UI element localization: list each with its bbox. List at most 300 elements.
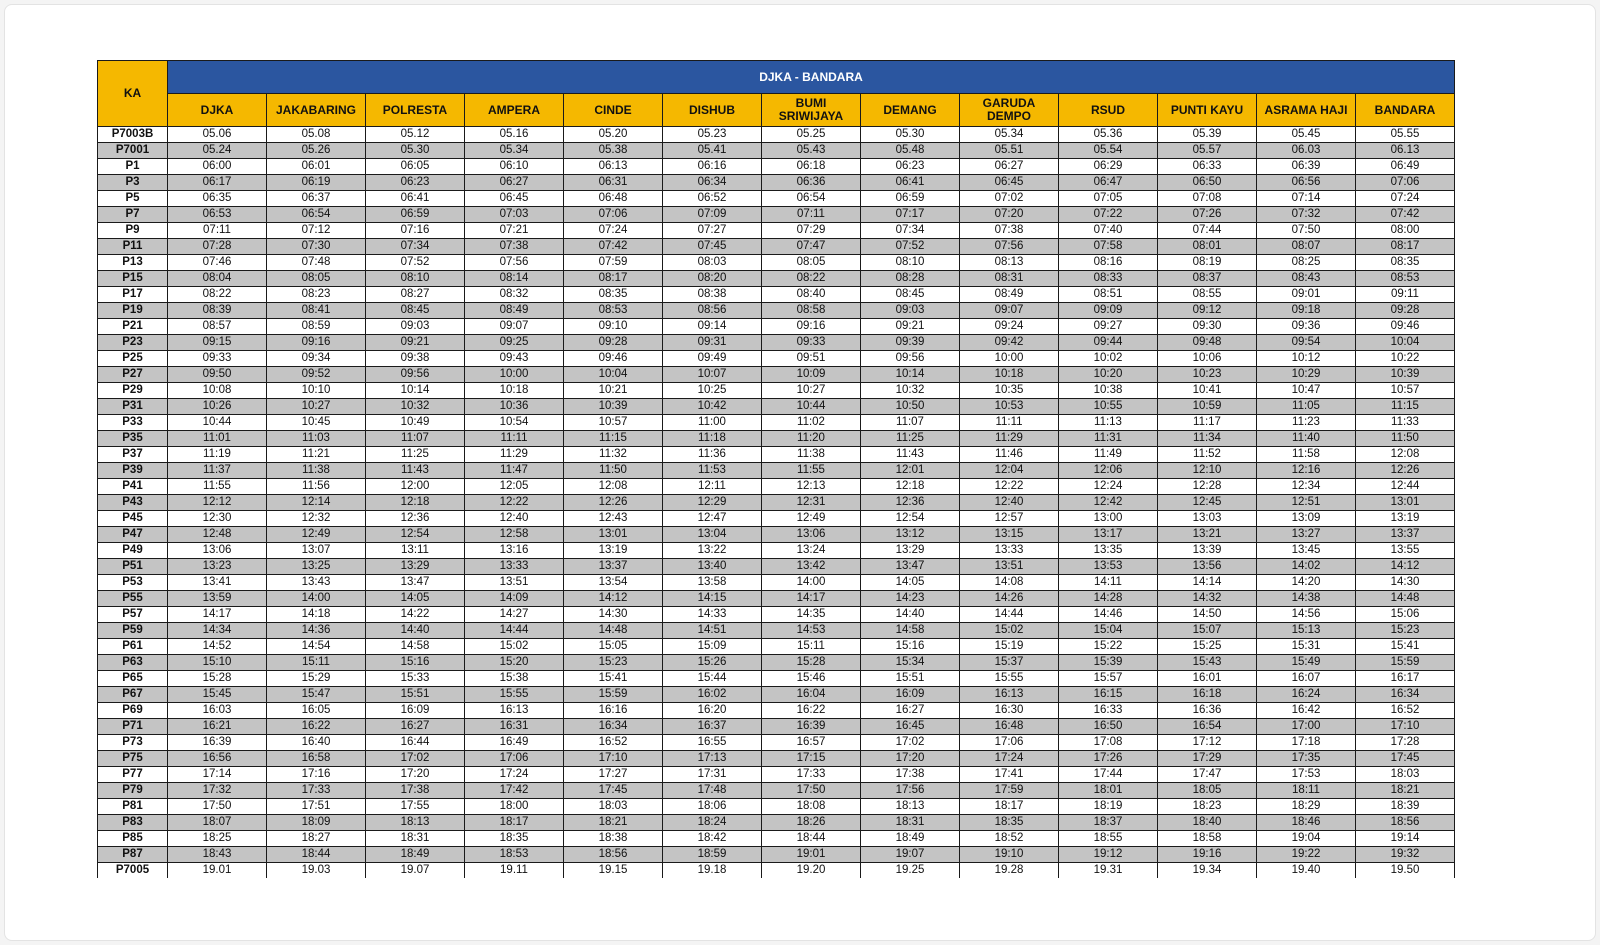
time-cell: 06:00 bbox=[168, 159, 267, 175]
time-cell: 17:15 bbox=[762, 751, 861, 767]
time-cell: 07:29 bbox=[762, 223, 861, 239]
time-cell: 14:05 bbox=[861, 575, 960, 591]
time-cell: 13:56 bbox=[1158, 559, 1257, 575]
time-cell: 16:55 bbox=[663, 735, 762, 751]
time-cell: 10:42 bbox=[663, 399, 762, 415]
time-cell: 07:21 bbox=[465, 223, 564, 239]
station-header: CINDE bbox=[564, 94, 663, 127]
time-cell: 18:13 bbox=[861, 799, 960, 815]
time-cell: 19.15 bbox=[564, 863, 663, 879]
time-cell: 18:53 bbox=[465, 847, 564, 863]
time-cell: 16:30 bbox=[960, 703, 1059, 719]
time-cell: 10:47 bbox=[1257, 383, 1356, 399]
time-cell: 11:11 bbox=[960, 415, 1059, 431]
time-cell: 16:24 bbox=[1257, 687, 1356, 703]
time-cell: 09:16 bbox=[762, 319, 861, 335]
time-cell: 08:01 bbox=[1158, 239, 1257, 255]
time-cell: 08:25 bbox=[1257, 255, 1356, 271]
time-cell: 09:15 bbox=[168, 335, 267, 351]
time-cell: 15:39 bbox=[1059, 655, 1158, 671]
time-cell: 09:11 bbox=[1356, 287, 1455, 303]
time-cell: 09:18 bbox=[1257, 303, 1356, 319]
time-cell: 18:13 bbox=[366, 815, 465, 831]
time-cell: 16:17 bbox=[1356, 671, 1455, 687]
time-cell: 15:38 bbox=[465, 671, 564, 687]
time-cell: 08:27 bbox=[366, 287, 465, 303]
time-cell: 17:51 bbox=[267, 799, 366, 815]
train-number-cell: P55 bbox=[98, 591, 168, 607]
time-cell: 19.28 bbox=[960, 863, 1059, 879]
time-cell: 10:26 bbox=[168, 399, 267, 415]
time-cell: 14:05 bbox=[366, 591, 465, 607]
time-cell: 09:46 bbox=[564, 351, 663, 367]
train-number-cell: P13 bbox=[98, 255, 168, 271]
time-cell: 13:19 bbox=[1356, 511, 1455, 527]
time-cell: 18:07 bbox=[168, 815, 267, 831]
time-cell: 13:29 bbox=[366, 559, 465, 575]
time-cell: 09:31 bbox=[663, 335, 762, 351]
train-number-cell: P79 bbox=[98, 783, 168, 799]
time-cell: 11:46 bbox=[960, 447, 1059, 463]
time-cell: 11:11 bbox=[465, 431, 564, 447]
time-cell: 07:52 bbox=[861, 239, 960, 255]
time-cell: 12:30 bbox=[168, 511, 267, 527]
time-cell: 19:01 bbox=[762, 847, 861, 863]
time-cell: 13:39 bbox=[1158, 543, 1257, 559]
time-cell: 12:14 bbox=[267, 495, 366, 511]
table-row bbox=[98, 511, 1455, 527]
time-cell: 17:14 bbox=[168, 767, 267, 783]
time-cell: 07:27 bbox=[663, 223, 762, 239]
time-cell: 16:44 bbox=[366, 735, 465, 751]
time-cell: 08:33 bbox=[1059, 271, 1158, 287]
time-cell: 14:51 bbox=[663, 623, 762, 639]
time-cell: 05.34 bbox=[465, 143, 564, 159]
time-cell: 10:50 bbox=[861, 399, 960, 415]
time-cell: 13:11 bbox=[366, 543, 465, 559]
time-cell: 08:51 bbox=[1059, 287, 1158, 303]
time-cell: 11:53 bbox=[663, 463, 762, 479]
time-cell: 14:26 bbox=[960, 591, 1059, 607]
time-cell: 08:53 bbox=[564, 303, 663, 319]
time-cell: 15:09 bbox=[663, 639, 762, 655]
time-cell: 10:29 bbox=[1257, 367, 1356, 383]
time-cell: 05.16 bbox=[465, 127, 564, 143]
time-cell: 19.11 bbox=[465, 863, 564, 879]
time-cell: 18:59 bbox=[663, 847, 762, 863]
time-cell: 07:30 bbox=[267, 239, 366, 255]
time-cell: 07:22 bbox=[1059, 207, 1158, 223]
time-cell: 17:24 bbox=[960, 751, 1059, 767]
time-cell: 19.40 bbox=[1257, 863, 1356, 879]
time-cell: 12:26 bbox=[564, 495, 663, 511]
time-cell: 09:46 bbox=[1356, 319, 1455, 335]
time-cell: 14:08 bbox=[960, 575, 1059, 591]
station-header: DEMANG bbox=[861, 94, 960, 127]
time-cell: 06:54 bbox=[762, 191, 861, 207]
table-row bbox=[98, 735, 1455, 751]
time-cell: 17:06 bbox=[465, 751, 564, 767]
time-cell: 18:03 bbox=[1356, 767, 1455, 783]
train-number-cell: P69 bbox=[98, 703, 168, 719]
time-cell: 08:22 bbox=[762, 271, 861, 287]
time-cell: 06:52 bbox=[663, 191, 762, 207]
time-cell: 06:41 bbox=[861, 175, 960, 191]
time-cell: 12:47 bbox=[663, 511, 762, 527]
time-cell: 10:49 bbox=[366, 415, 465, 431]
time-cell: 06:23 bbox=[366, 175, 465, 191]
time-cell: 17:08 bbox=[1059, 735, 1158, 751]
train-number-cell: P3 bbox=[98, 175, 168, 191]
time-cell: 13:37 bbox=[564, 559, 663, 575]
time-cell: 06:19 bbox=[267, 175, 366, 191]
time-cell: 06:27 bbox=[465, 175, 564, 191]
time-cell: 15:04 bbox=[1059, 623, 1158, 639]
time-cell: 11:43 bbox=[366, 463, 465, 479]
time-cell: 16:01 bbox=[1158, 671, 1257, 687]
train-number-cell: P17 bbox=[98, 287, 168, 303]
time-cell: 13:33 bbox=[960, 543, 1059, 559]
time-cell: 06:23 bbox=[861, 159, 960, 175]
time-cell: 15:10 bbox=[168, 655, 267, 671]
time-cell: 15:26 bbox=[663, 655, 762, 671]
time-cell: 16:07 bbox=[1257, 671, 1356, 687]
time-cell: 13:27 bbox=[1257, 527, 1356, 543]
time-cell: 12:05 bbox=[465, 479, 564, 495]
station-header: DJKA bbox=[168, 94, 267, 127]
time-cell: 05.36 bbox=[1059, 127, 1158, 143]
time-cell: 18:03 bbox=[564, 799, 663, 815]
time-cell: 14:12 bbox=[1356, 559, 1455, 575]
time-cell: 06:27 bbox=[960, 159, 1059, 175]
time-cell: 16:16 bbox=[564, 703, 663, 719]
time-cell: 09:56 bbox=[366, 367, 465, 383]
time-cell: 18:24 bbox=[663, 815, 762, 831]
time-cell: 18:11 bbox=[1257, 783, 1356, 799]
time-cell: 17:48 bbox=[663, 783, 762, 799]
table-row bbox=[98, 335, 1455, 351]
time-cell: 08:40 bbox=[762, 287, 861, 303]
time-cell: 12:34 bbox=[1257, 479, 1356, 495]
time-cell: 12:06 bbox=[1059, 463, 1158, 479]
train-number-cell: P25 bbox=[98, 351, 168, 367]
time-cell: 14:27 bbox=[465, 607, 564, 623]
time-cell: 06:45 bbox=[960, 175, 1059, 191]
train-number-cell: P37 bbox=[98, 447, 168, 463]
table-row bbox=[98, 319, 1455, 335]
time-cell: 14:40 bbox=[366, 623, 465, 639]
time-cell: 18:26 bbox=[762, 815, 861, 831]
time-cell: 08:20 bbox=[663, 271, 762, 287]
time-cell: 14:58 bbox=[366, 639, 465, 655]
train-number-cell: P65 bbox=[98, 671, 168, 687]
table-row bbox=[98, 271, 1455, 287]
train-number-cell: P45 bbox=[98, 511, 168, 527]
time-cell: 11:05 bbox=[1257, 399, 1356, 415]
time-cell: 07:47 bbox=[762, 239, 861, 255]
time-cell: 13:03 bbox=[1158, 511, 1257, 527]
table-row bbox=[98, 223, 1455, 239]
time-cell: 17:16 bbox=[267, 767, 366, 783]
time-cell: 14:32 bbox=[1158, 591, 1257, 607]
time-cell: 11:07 bbox=[861, 415, 960, 431]
train-number-cell: P53 bbox=[98, 575, 168, 591]
train-number-cell: P1 bbox=[98, 159, 168, 175]
time-cell: 07:34 bbox=[861, 223, 960, 239]
time-cell: 07:06 bbox=[1356, 175, 1455, 191]
time-cell: 11:17 bbox=[1158, 415, 1257, 431]
train-number-cell: P81 bbox=[98, 799, 168, 815]
time-cell: 09:36 bbox=[1257, 319, 1356, 335]
time-cell: 05.24 bbox=[168, 143, 267, 159]
time-cell: 11:49 bbox=[1059, 447, 1158, 463]
time-cell: 11:31 bbox=[1059, 431, 1158, 447]
time-cell: 13:07 bbox=[267, 543, 366, 559]
table-row bbox=[98, 847, 1455, 863]
time-cell: 15:55 bbox=[960, 671, 1059, 687]
time-cell: 11:32 bbox=[564, 447, 663, 463]
time-cell: 14:11 bbox=[1059, 575, 1158, 591]
time-cell: 05.30 bbox=[861, 127, 960, 143]
time-cell: 12:24 bbox=[1059, 479, 1158, 495]
time-cell: 16:03 bbox=[168, 703, 267, 719]
time-cell: 10:39 bbox=[1356, 367, 1455, 383]
time-cell: 11:58 bbox=[1257, 447, 1356, 463]
station-header: ASRAMA HAJI bbox=[1257, 94, 1356, 127]
time-cell: 12:43 bbox=[564, 511, 663, 527]
time-cell: 15:23 bbox=[1356, 623, 1455, 639]
table-row bbox=[98, 447, 1455, 463]
table-row bbox=[98, 671, 1455, 687]
train-number-cell: P39 bbox=[98, 463, 168, 479]
time-cell: 18:31 bbox=[861, 815, 960, 831]
time-cell: 11:40 bbox=[1257, 431, 1356, 447]
time-cell: 10:06 bbox=[1158, 351, 1257, 367]
time-cell: 14:09 bbox=[465, 591, 564, 607]
time-cell: 09:27 bbox=[1059, 319, 1158, 335]
time-cell: 08:28 bbox=[861, 271, 960, 287]
train-number-cell: P43 bbox=[98, 495, 168, 511]
table-row bbox=[98, 703, 1455, 719]
time-cell: 13:51 bbox=[465, 575, 564, 591]
time-cell: 11:50 bbox=[564, 463, 663, 479]
time-cell: 07:38 bbox=[465, 239, 564, 255]
train-number-cell: P83 bbox=[98, 815, 168, 831]
time-cell: 11:00 bbox=[663, 415, 762, 431]
time-cell: 10:14 bbox=[861, 367, 960, 383]
time-cell: 08:58 bbox=[762, 303, 861, 319]
time-cell: 11:52 bbox=[1158, 447, 1257, 463]
time-cell: 10:20 bbox=[1059, 367, 1158, 383]
time-cell: 13:24 bbox=[762, 543, 861, 559]
time-cell: 10:18 bbox=[465, 383, 564, 399]
time-cell: 09:24 bbox=[960, 319, 1059, 335]
time-cell: 06:29 bbox=[1059, 159, 1158, 175]
time-cell: 12:16 bbox=[1257, 463, 1356, 479]
time-cell: 15:16 bbox=[366, 655, 465, 671]
station-header: BANDARA bbox=[1356, 94, 1455, 127]
time-cell: 08:07 bbox=[1257, 239, 1356, 255]
time-cell: 16:50 bbox=[1059, 719, 1158, 735]
time-cell: 10:53 bbox=[960, 399, 1059, 415]
time-cell: 18:17 bbox=[465, 815, 564, 831]
time-cell: 07:05 bbox=[1059, 191, 1158, 207]
time-cell: 17:56 bbox=[861, 783, 960, 799]
time-cell: 09:28 bbox=[564, 335, 663, 351]
table-row bbox=[98, 383, 1455, 399]
table-row bbox=[98, 543, 1455, 559]
time-cell: 12:11 bbox=[663, 479, 762, 495]
time-cell: 14:14 bbox=[1158, 575, 1257, 591]
time-cell: 13:55 bbox=[1356, 543, 1455, 559]
time-cell: 13:09 bbox=[1257, 511, 1356, 527]
time-cell: 13:45 bbox=[1257, 543, 1356, 559]
time-cell: 18:31 bbox=[366, 831, 465, 847]
time-cell: 11:20 bbox=[762, 431, 861, 447]
time-cell: 19.01 bbox=[168, 863, 267, 879]
time-cell: 15:34 bbox=[861, 655, 960, 671]
time-cell: 15:23 bbox=[564, 655, 663, 671]
time-cell: 10:54 bbox=[465, 415, 564, 431]
route-header: DJKA - BANDARA bbox=[168, 61, 1455, 94]
time-cell: 18:17 bbox=[960, 799, 1059, 815]
time-cell: 13:23 bbox=[168, 559, 267, 575]
time-cell: 13:37 bbox=[1356, 527, 1455, 543]
time-cell: 10:27 bbox=[762, 383, 861, 399]
time-cell: 19:22 bbox=[1257, 847, 1356, 863]
time-cell: 16:27 bbox=[861, 703, 960, 719]
time-cell: 07:59 bbox=[564, 255, 663, 271]
time-cell: 15:51 bbox=[861, 671, 960, 687]
time-cell: 16:09 bbox=[861, 687, 960, 703]
time-cell: 16:22 bbox=[267, 719, 366, 735]
time-cell: 16:42 bbox=[1257, 703, 1356, 719]
time-cell: 10:22 bbox=[1356, 351, 1455, 367]
time-cell: 11:36 bbox=[663, 447, 762, 463]
time-cell: 15:28 bbox=[168, 671, 267, 687]
time-cell: 18:52 bbox=[960, 831, 1059, 847]
time-cell: 12:04 bbox=[960, 463, 1059, 479]
time-cell: 17:32 bbox=[168, 783, 267, 799]
time-cell: 06:39 bbox=[1257, 159, 1356, 175]
table-row bbox=[98, 479, 1455, 495]
time-cell: 17:26 bbox=[1059, 751, 1158, 767]
time-cell: 12:40 bbox=[960, 495, 1059, 511]
time-cell: 19.07 bbox=[366, 863, 465, 879]
time-cell: 10:41 bbox=[1158, 383, 1257, 399]
time-cell: 05.06 bbox=[168, 127, 267, 143]
time-cell: 12:45 bbox=[1158, 495, 1257, 511]
ka-header: KA bbox=[98, 61, 168, 127]
time-cell: 07:09 bbox=[663, 207, 762, 223]
time-cell: 09:49 bbox=[663, 351, 762, 367]
time-cell: 16:37 bbox=[663, 719, 762, 735]
time-cell: 16:34 bbox=[564, 719, 663, 735]
time-cell: 15:11 bbox=[762, 639, 861, 655]
time-cell: 15:19 bbox=[960, 639, 1059, 655]
time-cell: 10:25 bbox=[663, 383, 762, 399]
time-cell: 18:56 bbox=[1356, 815, 1455, 831]
time-cell: 15:02 bbox=[465, 639, 564, 655]
time-cell: 07:02 bbox=[960, 191, 1059, 207]
time-cell: 17:31 bbox=[663, 767, 762, 783]
time-cell: 13:58 bbox=[663, 575, 762, 591]
time-cell: 07:42 bbox=[1356, 207, 1455, 223]
time-cell: 10:44 bbox=[168, 415, 267, 431]
time-cell: 13:41 bbox=[168, 575, 267, 591]
time-cell: 07:52 bbox=[366, 255, 465, 271]
time-cell: 10:00 bbox=[960, 351, 1059, 367]
time-cell: 19.03 bbox=[267, 863, 366, 879]
time-cell: 17:50 bbox=[168, 799, 267, 815]
train-number-cell: P35 bbox=[98, 431, 168, 447]
time-cell: 05.26 bbox=[267, 143, 366, 159]
time-cell: 18:00 bbox=[465, 799, 564, 815]
time-cell: 10:59 bbox=[1158, 399, 1257, 415]
time-cell: 08:37 bbox=[1158, 271, 1257, 287]
time-cell: 13:06 bbox=[762, 527, 861, 543]
time-cell: 07:12 bbox=[267, 223, 366, 239]
time-cell: 07:14 bbox=[1257, 191, 1356, 207]
time-cell: 09:50 bbox=[168, 367, 267, 383]
time-cell: 10:39 bbox=[564, 399, 663, 415]
station-header: RSUD bbox=[1059, 94, 1158, 127]
table-row bbox=[98, 367, 1455, 383]
time-cell: 10:02 bbox=[1059, 351, 1158, 367]
time-cell: 06:45 bbox=[465, 191, 564, 207]
time-cell: 10:45 bbox=[267, 415, 366, 431]
time-cell: 09:07 bbox=[465, 319, 564, 335]
time-cell: 09:16 bbox=[267, 335, 366, 351]
time-cell: 12:18 bbox=[366, 495, 465, 511]
time-cell: 15:22 bbox=[1059, 639, 1158, 655]
time-cell: 19.31 bbox=[1059, 863, 1158, 879]
time-cell: 05.08 bbox=[267, 127, 366, 143]
table-row bbox=[98, 639, 1455, 655]
time-cell: 17:55 bbox=[366, 799, 465, 815]
time-cell: 08:16 bbox=[1059, 255, 1158, 271]
time-cell: 13:59 bbox=[168, 591, 267, 607]
train-number-cell: P7003B bbox=[98, 127, 168, 143]
time-cell: 15:29 bbox=[267, 671, 366, 687]
time-cell: 08:32 bbox=[465, 287, 564, 303]
table-row bbox=[98, 783, 1455, 799]
time-cell: 09:33 bbox=[168, 351, 267, 367]
time-cell: 08:41 bbox=[267, 303, 366, 319]
time-cell: 08:55 bbox=[1158, 287, 1257, 303]
table-row bbox=[98, 719, 1455, 735]
time-cell: 08:22 bbox=[168, 287, 267, 303]
time-cell: 13:12 bbox=[861, 527, 960, 543]
time-cell: 18:08 bbox=[762, 799, 861, 815]
time-cell: 13:54 bbox=[564, 575, 663, 591]
train-timetable bbox=[97, 60, 1455, 878]
train-number-cell: P51 bbox=[98, 559, 168, 575]
time-cell: 14:54 bbox=[267, 639, 366, 655]
time-cell: 10:04 bbox=[564, 367, 663, 383]
time-cell: 08:45 bbox=[366, 303, 465, 319]
time-cell: 16:54 bbox=[1158, 719, 1257, 735]
train-number-cell: P71 bbox=[98, 719, 168, 735]
time-cell: 11:47 bbox=[465, 463, 564, 479]
time-cell: 18:46 bbox=[1257, 815, 1356, 831]
time-cell: 06:35 bbox=[168, 191, 267, 207]
time-cell: 09:10 bbox=[564, 319, 663, 335]
time-cell: 09:25 bbox=[465, 335, 564, 351]
time-cell: 09:21 bbox=[861, 319, 960, 335]
train-number-cell: P77 bbox=[98, 767, 168, 783]
time-cell: 12:49 bbox=[762, 511, 861, 527]
